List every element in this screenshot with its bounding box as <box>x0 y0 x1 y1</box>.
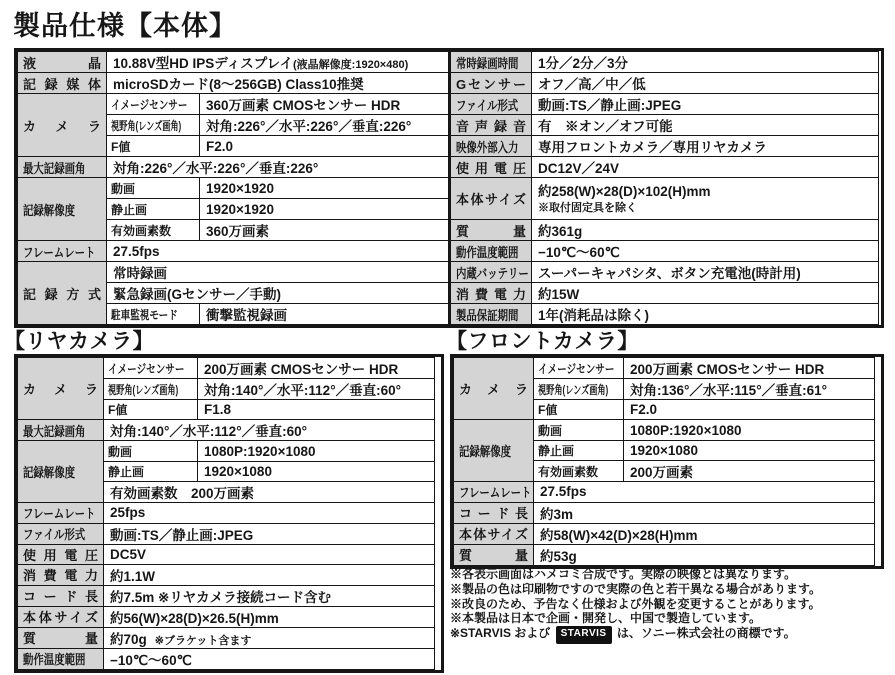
spec-label <box>18 523 104 544</box>
page-title: 製品仕様【本体】 <box>13 11 237 41</box>
spec-sub-label-text: イメージセンサー <box>111 97 188 112</box>
spec-value-note: ※ブラケット含ます <box>154 634 252 647</box>
spec-value-note: ※取付固定具を除く <box>538 202 637 214</box>
main-spec-table-left <box>17 51 450 325</box>
spec-label: カメラ <box>18 358 104 420</box>
spec-label: カメラ <box>454 358 534 420</box>
spec-label: 使用電圧 <box>18 544 104 564</box>
spec-label: 本体サイズ <box>18 606 104 627</box>
spec-value: 1920×1080 <box>624 440 875 460</box>
footnote-line: ※本製品は日本で企画・開発し、中国で製造しています。 <box>450 611 762 626</box>
spec-sub-label-text: 駐車監視モード <box>111 307 178 322</box>
spec-value: 常時録画 <box>107 262 450 283</box>
table-row <box>18 178 450 199</box>
spec-label <box>18 241 107 262</box>
spec-value: 専用フロントカメラ／専用リヤカメラ <box>532 136 879 157</box>
spec-sub-label: 有効画素数 <box>107 220 200 241</box>
table-row <box>18 648 435 669</box>
table-row <box>18 585 435 606</box>
spec-value: 360万画素 CMOSセンサー HDR <box>200 94 450 115</box>
spec-label-text: 記録解像度 <box>23 202 76 218</box>
main-spec-table <box>14 48 884 328</box>
table-row <box>451 115 879 136</box>
spec-label: Gセンサー <box>451 73 532 94</box>
spec-value: 対角:226°／水平:226°／垂直:226° <box>200 115 450 136</box>
spec-sub-label-text: 視野角(レンズ画角) <box>538 382 609 397</box>
spec-label: 記録方式 <box>18 262 107 325</box>
spec-sub-label-text: イメージセンサー <box>538 361 615 376</box>
spec-value: 1年(消耗品は除く) <box>532 304 879 325</box>
table-row <box>451 178 879 220</box>
table-row <box>18 157 450 178</box>
spec-sub-label: 静止画 <box>107 199 200 220</box>
spec-value: 約3m <box>534 502 875 523</box>
spec-sub-label-text: 視野角(レンズ画角) <box>111 118 182 133</box>
spec-sub-label: 静止画 <box>104 461 198 481</box>
spec-value: 1080P:1920×1080 <box>624 420 875 440</box>
spec-label <box>451 262 532 283</box>
spec-value-note: (液晶解像度:1920×480) <box>293 59 409 71</box>
section-title-front-camera: 【フロントカメラ】 <box>446 330 639 353</box>
spec-value: 対角:140°／水平:112°／垂直:60° <box>198 379 435 400</box>
table-row <box>451 220 879 241</box>
starvis-logo: STARVIS <box>556 626 612 644</box>
table-row <box>454 420 875 440</box>
spec-value: F2.0 <box>624 400 875 420</box>
section-title-rear-camera: 【リヤカメラ】 <box>4 330 155 353</box>
spec-value <box>107 52 450 73</box>
spec-label-text: 内蔵バッテリー <box>456 265 529 281</box>
table-row <box>18 606 435 627</box>
spec-sub-label-text: イメージセンサー <box>108 361 185 376</box>
spec-value: 対角:140°／水平:112°／垂直:60° <box>104 420 435 441</box>
spec-label: 液晶 <box>18 52 107 73</box>
footnote-line-starvis <box>450 626 886 644</box>
table-row <box>454 544 875 565</box>
spec-label <box>18 441 104 503</box>
spec-label: 質量 <box>451 220 532 241</box>
table-row <box>454 523 875 544</box>
spec-value: 1920×1080 <box>198 461 435 481</box>
spec-label: 本体サイズ <box>451 178 532 220</box>
spec-label <box>451 52 532 73</box>
spec-sub-label <box>107 304 200 325</box>
spec-sub-label <box>104 358 198 379</box>
table-row <box>451 262 879 283</box>
spec-value: 1920×1920 <box>200 178 450 199</box>
spec-value-text: 10.88V型HD IPSディスプレイ <box>113 56 294 71</box>
spec-value: 1080P:1920×1080 <box>198 441 435 461</box>
spec-value: 衝撃監視録画 <box>200 304 450 325</box>
table-row <box>18 241 450 262</box>
spec-label: 記録媒体 <box>18 73 107 94</box>
spec-value: 対角:226°／水平:226°／垂直:226° <box>107 157 450 178</box>
table-row <box>18 52 450 73</box>
front-camera-table <box>453 357 875 566</box>
spec-value: 27.5fps <box>534 482 875 502</box>
table-row <box>18 503 435 523</box>
spec-label: 消費電力 <box>18 564 104 585</box>
spec-sub-label-text: 視野角(レンズ画角) <box>108 382 179 397</box>
spec-sub-label: F値 <box>107 136 200 157</box>
spec-label <box>18 178 107 241</box>
spec-label: コード長 <box>18 585 104 606</box>
spec-label-text: 最大記録画角 <box>23 423 86 439</box>
spec-value: オフ／高／中／低 <box>532 73 879 94</box>
table-row <box>454 358 875 379</box>
spec-value: DC5V <box>104 544 435 564</box>
table-row <box>18 627 435 648</box>
spec-value: 200万画素 CMOSセンサー HDR <box>198 358 435 379</box>
spec-label <box>18 648 104 669</box>
spec-value: 動画:TS／静止画:JPEG <box>532 94 879 115</box>
spec-label <box>454 420 534 482</box>
footnotes <box>450 567 886 644</box>
table-row <box>451 304 879 325</box>
spec-value: F2.0 <box>200 136 450 157</box>
spec-sub-label <box>534 379 624 400</box>
spec-value: 有 ※オン／オフ可能 <box>532 115 879 136</box>
spec-value: 約7.5m ※リヤカメラ接続コード含む <box>104 585 435 606</box>
spec-value: 有効画素数 200万画素 <box>104 482 435 503</box>
spec-label: 質量 <box>18 627 104 648</box>
footnote-line: ※改良のため、予告なく仕様および外観を変更することがあります。 <box>450 596 821 611</box>
rear-camera-spec-table <box>14 354 444 673</box>
spec-label <box>18 420 104 441</box>
spec-value-text: 約258(W)×28(D)×102(H)mm <box>538 184 711 199</box>
spec-label-text: 記録解像度 <box>459 444 512 460</box>
spec-label-text: フレームレート <box>23 244 96 260</box>
spec-sub-label: 動画 <box>107 178 200 199</box>
front-camera-spec-table <box>450 354 884 569</box>
footnote-starvis-pre: ※STARVIS および <box>450 626 551 641</box>
table-row <box>18 358 435 379</box>
spec-value: 約53g <box>534 544 875 565</box>
spec-sub-label: 動画 <box>104 441 198 461</box>
spec-value: 1分／2分／3分 <box>532 52 879 73</box>
footnote-line: ※製品の色は印刷物ですので実際の色と若干異なる場合があります。 <box>450 581 822 596</box>
spec-label-text: ファイル形式 <box>23 527 86 543</box>
spec-label: 質量 <box>454 544 534 565</box>
spec-value: 200万画素 <box>624 461 875 482</box>
spec-label-text: 映像外部入力 <box>456 139 519 155</box>
spec-value: 緊急録画(Gセンサー／手動) <box>107 283 450 304</box>
spec-sub-label: F値 <box>104 400 198 420</box>
spec-label <box>451 94 532 115</box>
spec-value: 約56(W)×28(D)×26.5(H)mm <box>104 606 435 627</box>
spec-label: 消費電力 <box>451 283 532 304</box>
spec-label <box>451 304 532 325</box>
spec-value: 対角:136°／水平:115°／垂直:61° <box>624 379 875 400</box>
spec-label-text: 動作温度範囲 <box>456 244 519 260</box>
main-spec-table-right <box>450 51 879 325</box>
spec-sub-label: F値 <box>534 400 624 420</box>
spec-value: −10℃～60℃ <box>104 648 435 669</box>
spec-value: 約15W <box>532 283 879 304</box>
spec-value <box>104 627 435 648</box>
spec-value: スーパーキャパシタ、ボタン充電池(時計用) <box>532 262 879 283</box>
footnote-starvis-post: は、ソニー株式会社の商標です。 <box>616 626 796 641</box>
table-row <box>451 94 879 115</box>
spec-sub-label: 静止画 <box>534 440 624 460</box>
table-row <box>451 241 879 262</box>
spec-label-text: フレームレート <box>23 506 96 522</box>
table-row <box>18 564 435 585</box>
spec-value: 360万画素 <box>200 220 450 241</box>
spec-value: −10℃～60℃ <box>532 241 879 262</box>
spec-value: 200万画素 CMOSセンサー HDR <box>624 358 875 379</box>
spec-sub-label <box>107 94 200 115</box>
spec-label: 本体サイズ <box>454 523 534 544</box>
spec-value: 25fps <box>104 503 435 523</box>
spec-sub-label <box>104 379 198 400</box>
spec-label-text: 動作温度範囲 <box>23 652 86 668</box>
spec-label-text: フレームレート <box>459 485 532 501</box>
spec-value: microSDカード(8～256GB) Class10推奨 <box>107 73 450 94</box>
spec-label <box>451 241 532 262</box>
table-row <box>18 544 435 564</box>
spec-value: DC12V／24V <box>532 157 879 178</box>
spec-label <box>18 503 104 523</box>
table-row <box>454 482 875 502</box>
table-row <box>18 523 435 544</box>
table-row <box>18 262 450 283</box>
spec-sub-label <box>534 358 624 379</box>
table-row <box>18 441 435 461</box>
spec-label: カメラ <box>18 94 107 157</box>
table-row <box>451 283 879 304</box>
table-row <box>451 73 879 94</box>
spec-value: 27.5fps <box>107 241 450 262</box>
spec-label: 音声録音 <box>451 115 532 136</box>
spec-label <box>18 157 107 178</box>
table-row <box>451 52 879 73</box>
spec-value: 1920×1920 <box>200 199 450 220</box>
table-row <box>18 94 450 115</box>
table-row <box>454 502 875 523</box>
spec-sub-label: 動画 <box>534 420 624 440</box>
spec-label-text: 最大記録画角 <box>23 160 86 176</box>
spec-label: コード長 <box>454 502 534 523</box>
table-row <box>451 157 879 178</box>
table-row <box>451 136 879 157</box>
spec-label-text: 製品保証期間 <box>456 307 519 323</box>
footnote-line: ※各表示画面はハメコミ合成です。実際の映像とは異なります。 <box>450 567 797 581</box>
spec-label-text: ファイル形式 <box>456 97 519 113</box>
spec-value: 約58(W)×42(D)×28(H)mm <box>534 523 875 544</box>
spec-value <box>532 178 879 220</box>
spec-label: 使用電圧 <box>451 157 532 178</box>
spec-value: 約361g <box>532 220 879 241</box>
table-row <box>18 420 435 441</box>
table-row <box>18 73 450 94</box>
spec-sub-label <box>107 115 200 136</box>
spec-label <box>451 136 532 157</box>
spec-label-text: 常時録画時間 <box>456 55 519 71</box>
spec-value: 動画:TS／静止画:JPEG <box>104 523 435 544</box>
rear-camera-table <box>17 357 435 670</box>
spec-sub-label: 有効画素数 <box>534 461 624 482</box>
spec-value-text: 約70g <box>110 631 147 647</box>
spec-label <box>454 482 534 502</box>
spec-value: F1.8 <box>198 400 435 420</box>
spec-value: 約1.1W <box>104 564 435 585</box>
spec-label-text: 記録解像度 <box>23 465 76 481</box>
